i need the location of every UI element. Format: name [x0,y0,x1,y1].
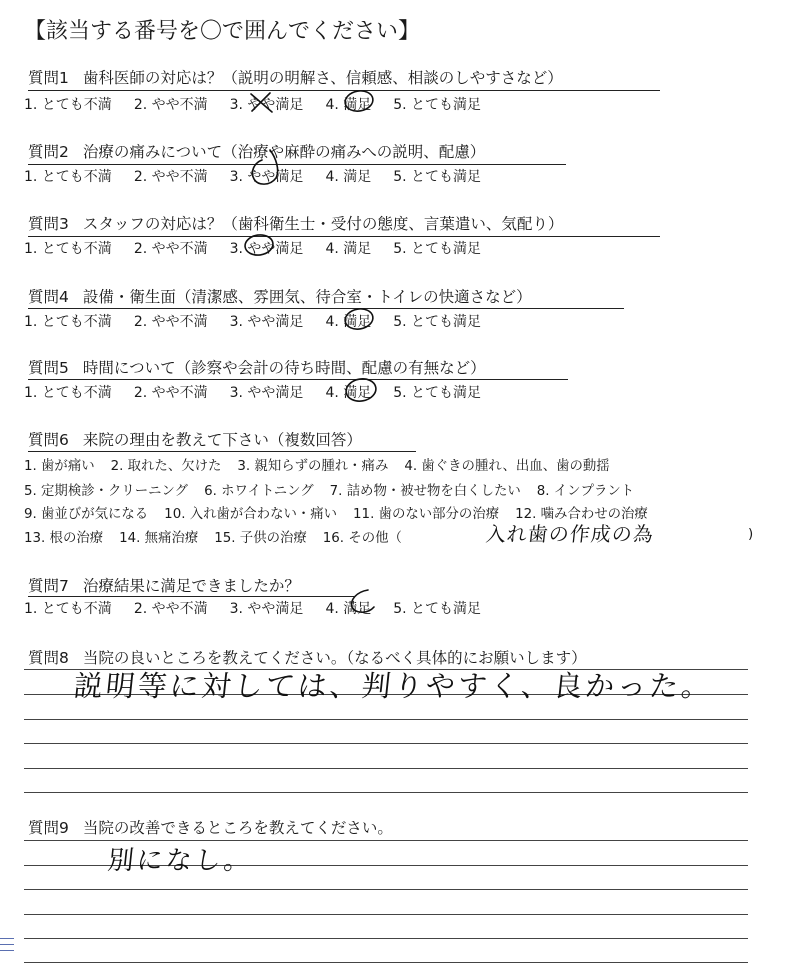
margin-mark [0,938,14,939]
question-text: 治療の痛みについて（治療や麻酔の痛みへの説明、配慮） [82,143,486,161]
option-2[interactable]: 2. やや不満 [133,169,208,185]
reason-option[interactable]: 7. 詰め物・被せ物を白くしたい [329,484,521,499]
question-underline [28,451,416,452]
option-5[interactable]: 5. とても満足 [393,601,482,617]
reason-option[interactable]: 15. 子供の治療 [214,531,307,546]
option-5[interactable]: 5. とても満足 [393,97,482,113]
answer-line [24,962,748,963]
question-text: 歯科医師の対応は？（説明の明解さ、信頼感、相談のしやすさなど） [82,69,563,87]
reason-option[interactable]: 12. 噛み合わせの治療 [515,507,648,522]
q2-options [24,166,503,186]
option-1[interactable]: 1. とても不満 [24,97,112,113]
question-text: 時間について（診察や会計の待ち時間、配慮の有無など） [82,359,486,377]
question-text: 設備・衛生面（清潔感、雰囲気、待合室・トイレの快適さなど） [82,288,532,306]
option-5[interactable]: 5. とても満足 [393,241,482,257]
question-text: 治療結果に満足できましたか？ [82,577,300,595]
reason-option[interactable]: 10. 入れ歯が合わない・痛い [164,507,338,522]
question-7 [28,574,300,596]
reason-option[interactable]: 5. 定期検診・クリーニング [24,484,189,499]
option-2[interactable]: 2. やや不満 [133,97,208,113]
option-4[interactable]: 4. 満足 [325,97,372,113]
question-6 [28,428,362,450]
q4-options [24,311,503,331]
reason-option[interactable]: 13. 根の治療 [24,531,104,546]
option-4[interactable]: 4. 満足 [325,314,372,330]
question-text: 当院の改善できるところを教えてください。 [82,819,393,837]
answer-line [24,743,748,744]
handwritten-answer-q9: 別になし。 [106,846,255,876]
question-number: 質問7 [28,577,69,595]
q6-options-row-4 [24,527,418,546]
option-1[interactable]: 1. とても不満 [24,601,112,617]
q6-options-row-1 [24,455,626,474]
question-1 [28,66,563,88]
option-3[interactable]: 3. やや満足 [229,169,304,185]
option-2[interactable]: 2. やや不満 [133,385,208,401]
q3-options [24,238,503,258]
question-number: 質問2 [28,143,69,161]
margin-mark [0,950,14,951]
question-number: 質問9 [28,819,69,837]
question-number: 質問3 [28,215,69,233]
question-3 [28,212,563,234]
option-4[interactable]: 4. 満足 [325,169,372,185]
question-underline [28,90,660,91]
q7-options [24,598,503,618]
question-number: 質問1 [28,69,69,87]
reason-option[interactable]: 1. 歯が痛い [24,459,95,474]
option-5[interactable]: 5. とても満足 [393,169,482,185]
option-5[interactable]: 5. とても満足 [393,385,482,401]
question-text: スタッフの対応は？（歯科衛生士・受付の態度、言葉遣い、気配り） [82,215,564,233]
form-title: 【該当する番号を〇で囲んでください】 [24,19,421,44]
option-3[interactable]: 3. やや満足 [229,97,304,113]
q1-options [24,94,503,114]
question-underline [28,596,354,597]
answer-line [24,768,748,769]
other-close-paren: ) [748,527,754,542]
handwritten-answer-q8: 説明等に対しては、判りやすく、良かった。 [72,669,716,703]
answer-line [24,914,748,915]
margin-mark [0,944,14,945]
option-5[interactable]: 5. とても満足 [393,314,482,330]
question-number: 質問4 [28,288,69,306]
answer-line [24,719,748,720]
reason-option[interactable]: 3. 親知らずの腫れ・痛み [237,459,389,474]
question-number: 質問8 [28,649,69,667]
option-1[interactable]: 1. とても不満 [24,241,112,257]
reason-option[interactable]: 8. インプラント [536,484,635,499]
handwritten-other-answer: 入れ歯の作成の為 [484,522,656,546]
question-underline [28,308,624,309]
reason-option[interactable]: 9. 歯並びが気になる [24,507,149,522]
question-underline [28,164,566,165]
option-4[interactable]: 4. 満足 [325,385,372,401]
question-2 [28,140,485,162]
option-2[interactable]: 2. やや不満 [133,241,208,257]
answer-line [24,938,748,939]
question-text: 来院の理由を教えて下さい（複数回答） [82,431,362,449]
question-text: 当院の良いところを教えてください。（なるべく具体的にお願いします） [82,649,587,667]
option-3[interactable]: 3. やや満足 [229,314,304,330]
option-3[interactable]: 3. やや満足 [229,241,304,257]
option-1[interactable]: 1. とても不満 [24,169,112,185]
question-9 [28,816,393,838]
reason-option[interactable]: 6. ホワイトニング [204,484,314,499]
answer-line [24,889,748,890]
option-2[interactable]: 2. やや不満 [133,314,208,330]
q6-options-row-2 [24,480,650,499]
option-4[interactable]: 4. 満足 [325,241,372,257]
question-5 [28,356,486,378]
option-3[interactable]: 3. やや満足 [229,385,304,401]
answer-line [24,792,748,793]
question-underline [28,236,660,237]
question-number: 質問6 [28,431,69,449]
question-underline [28,379,568,380]
option-2[interactable]: 2. やや不満 [133,601,208,617]
q5-options [24,382,503,402]
reason-option[interactable]: 2. 取れた、欠けた [110,459,222,474]
question-number: 質問5 [28,359,69,377]
reason-option[interactable]: 14. 無痛治療 [119,531,199,546]
option-1[interactable]: 1. とても不満 [24,314,112,330]
reason-option[interactable]: 4. 歯ぐきの腫れ、出血、歯の動揺 [404,459,610,474]
reason-option[interactable]: 16. その他（ [322,531,402,546]
option-4[interactable]: 4. 満足 [325,601,372,617]
question-4 [28,285,532,307]
option-3[interactable]: 3. やや満足 [229,601,304,617]
option-1[interactable]: 1. とても不満 [24,385,112,401]
reason-option[interactable]: 11. 歯のない部分の治療 [353,507,500,522]
